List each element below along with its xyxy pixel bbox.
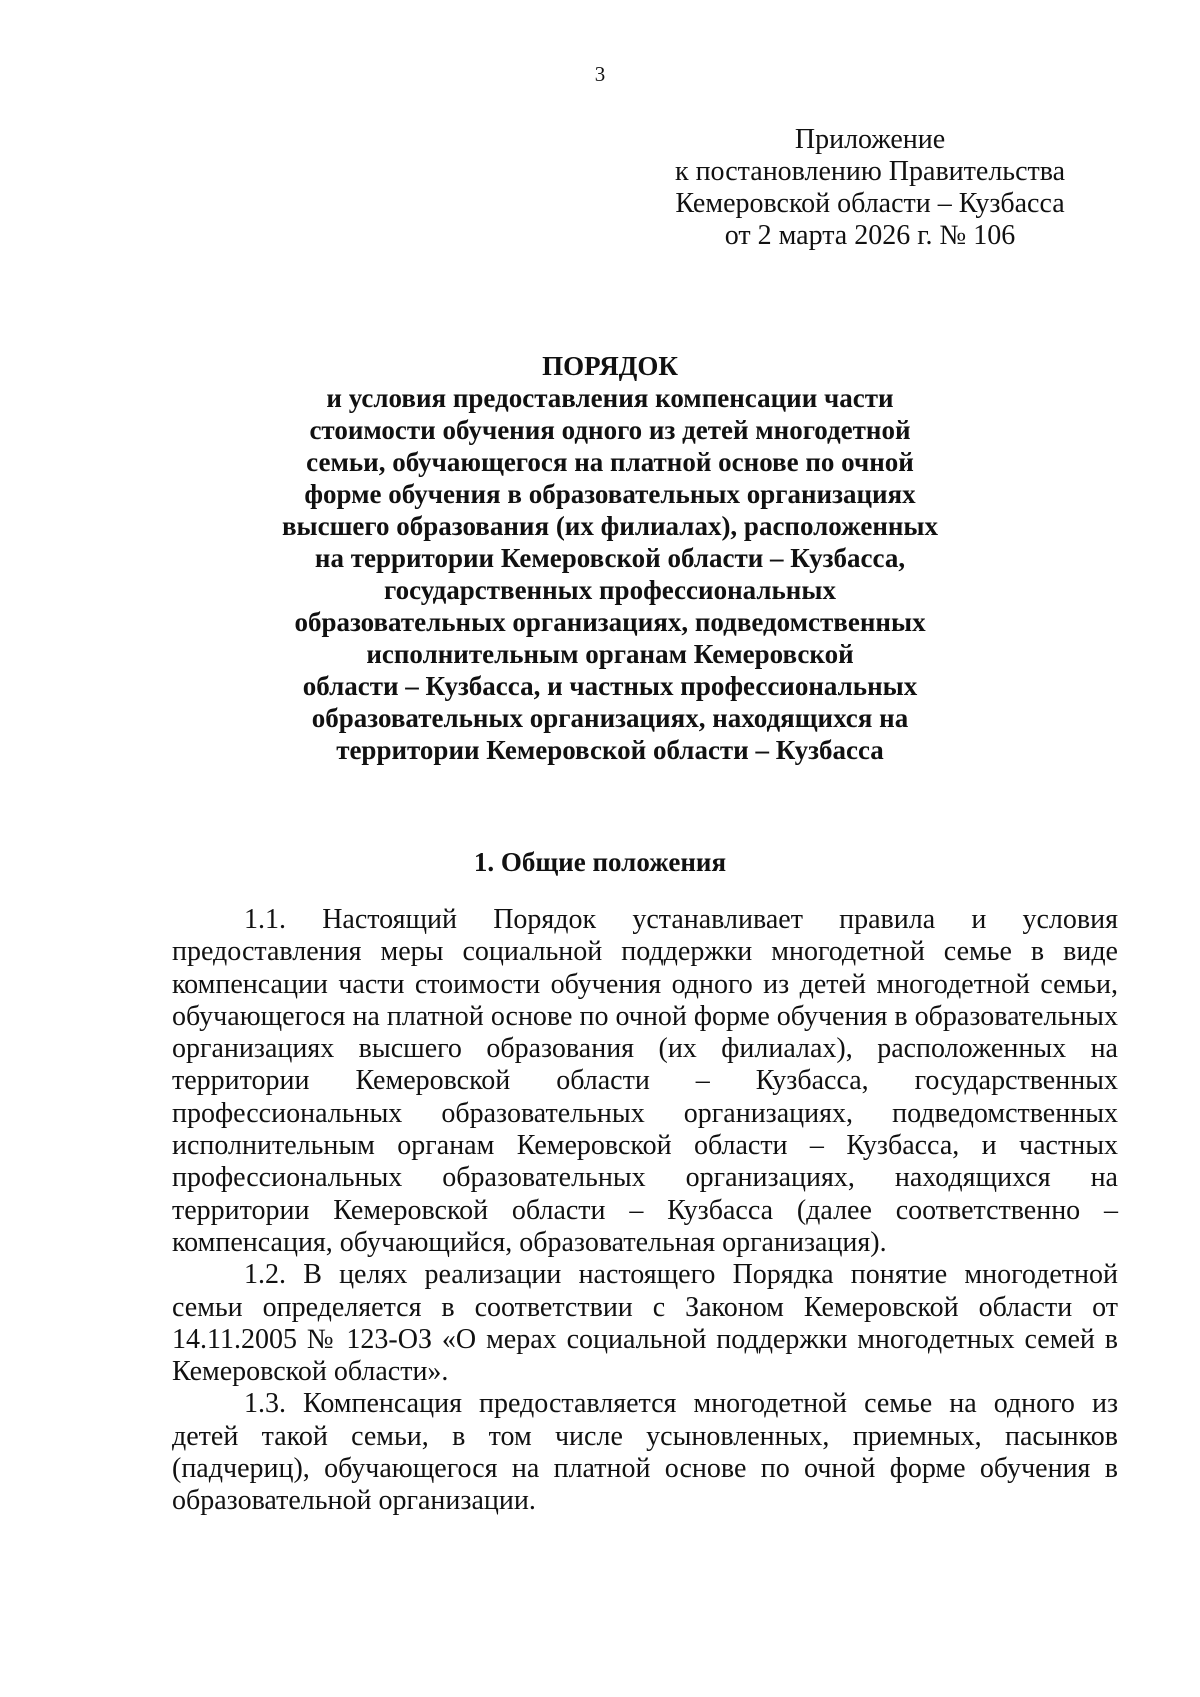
appendix-line: Приложение (794, 124, 946, 155)
paragraph-1-3: 1.3. Компенсация предоставляется многодетной семье на одного из детей такой семьи, в том числе усыновленных, приемных, пасынков (падчериц), обучающегося на платной основе по очной форме обучения в образовательной организации. (172, 1388, 1118, 1517)
page-number: 3 (594, 62, 606, 86)
title-line: высшего образования (их филиалах), расположенных (281, 511, 939, 541)
appendix-line: Кемеровской области – Кузбасса (675, 188, 1065, 219)
title-line: государственных профессиональных (384, 575, 836, 605)
title-line: и условия предоставления компенсации части (326, 383, 894, 413)
title-line: образовательных организациях, подведомственных (294, 607, 926, 637)
title-line: исполнительным органам Кемеровской (366, 639, 854, 669)
title-line: семьи, обучающегося на платной основе по очной (306, 447, 914, 477)
section-heading: 1. Общие положения (473, 847, 727, 877)
title-line: территории Кемеровской области – Кузбасса (336, 735, 884, 765)
document-title (250, 350, 970, 766)
title-line: на территории Кемеровской области – Кузбасса, (314, 543, 906, 573)
section-body (172, 904, 1118, 1518)
paragraph-1-1: 1.1. Настоящий Порядок устанавливает правила и условия предоставления меры социальной поддержки многодетной семье в виде компенсации части стоимости обучения одного из детей многодетной семьи, обучающегося на платной основе по очной форме обучения в образовательных организациях высшего образования (их филиалах), расположенных на территории Кемеровской области – Кузбасса, государственных профессиональных образовательных организациях, подведомственных исполнительным органам Кемеровской области – Кузбасса, и частных профессиональных образовательных организациях, находящихся на территории Кемеровской области – Кузбасса (далее соответственно – компенсация, обучающийся, образовательная организация). (172, 904, 1118, 1258)
title-line: форме обучения в образовательных организациях (304, 479, 916, 509)
paragraph-1-2: 1.2. В целях реализации настоящего Порядка понятие многодетной семьи определяется в соответствии с Законом Кемеровской области от 14.11.2005 № 123-ОЗ «О мерах социальной поддержки многодетных семей в Кемеровской области». (172, 1259, 1118, 1388)
title-line: области – Кузбасса, и частных профессиональных (302, 671, 918, 701)
title-heading: ПОРЯДОК (542, 351, 678, 381)
title-line: образовательных организациях, находящихся на (311, 703, 909, 733)
title-line: стоимости обучения одного из детей многодетной (309, 415, 911, 445)
appendix-line: от 2 марта 2026 г. № 106 (724, 220, 1016, 251)
appendix-block (640, 124, 1100, 252)
appendix-line: к постановлению Правительства (674, 156, 1066, 187)
